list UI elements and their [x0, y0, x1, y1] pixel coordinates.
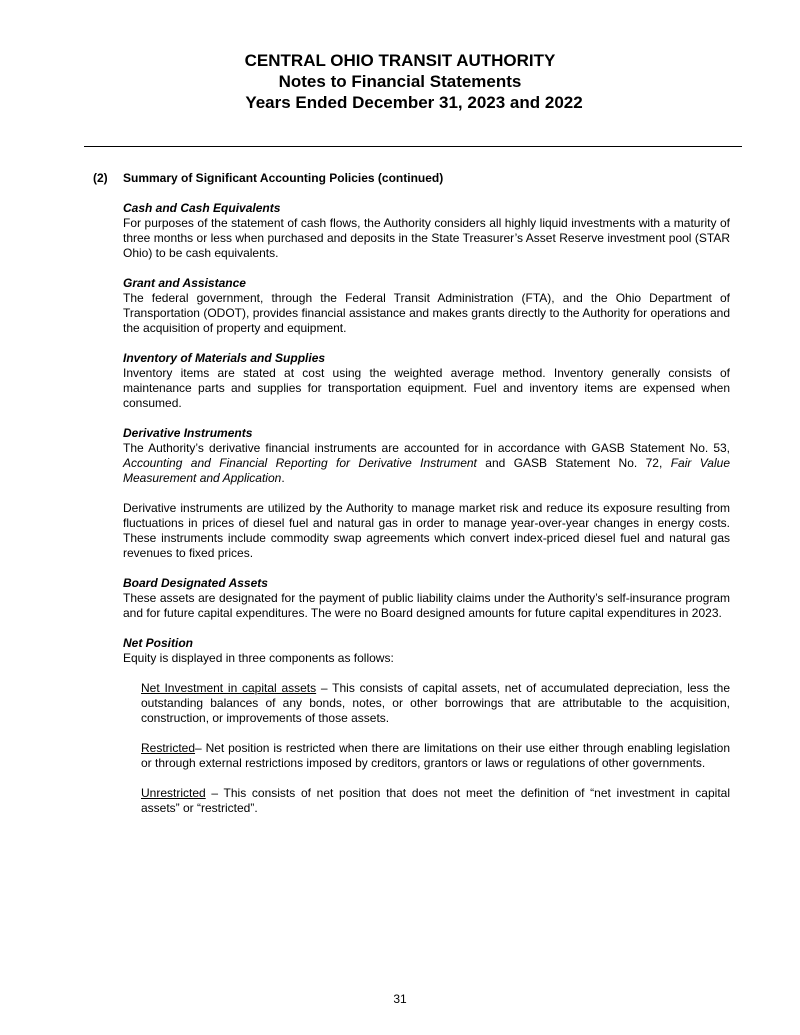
section-title: Summary of Significant Accounting Policies (continued) — [123, 171, 444, 185]
derivative-paragraph-1 — [123, 441, 730, 486]
board-text: These assets are designated for the payment of public liability claims under the Authority’s self-insurance program and for future capital expenditures. The were no Board designed amounts for future capital expenditures in 2023. — [123, 591, 730, 620]
derivative-heading: Derivative Instruments — [123, 426, 253, 440]
gasb-72-title: Fair Value Measurement and Application — [123, 456, 730, 485]
inventory-section — [123, 351, 730, 411]
net-investment-text: – This consists of capital assets, net of accumulated depreciation, less the outstanding balances of any bonds, notes, or other borrowings that are attributable to the acquisition, construction, or improvements of those assets. — [141, 681, 731, 725]
grant-heading: Grant and Assistance — [123, 276, 246, 290]
restricted-term: Restricted — [141, 741, 196, 755]
section-heading — [0, 171, 800, 186]
grant-text: The federal government, through the Federal Transit Administration (FTA), and the Ohio Department of Transportation (ODOT), provides financial assistance and makes grants directly to the Authority for operations and the acquisition of property and equipment. — [123, 291, 730, 335]
section-number: (2) — [93, 171, 108, 185]
notes-content — [0, 171, 800, 816]
board-heading: Board Designated Assets — [123, 576, 268, 590]
net-position-heading: Net Position — [123, 636, 194, 650]
derivative-text-2: and GASB Statement No. 72, — [476, 456, 671, 470]
cash-text: For purposes of the statement of cash flows, the Authority considers all highly liquid investments with a maturity of three months or less when purchased and deposits in the State Treasurer’s Asset Reserve investment pool (STAR Ohio) to be cash equivalents. — [123, 216, 730, 260]
restricted-item — [141, 741, 730, 771]
net-investment-term: Net Investment in capital assets — [141, 681, 317, 695]
document-title: Notes to Financial Statements — [278, 72, 522, 91]
derivative-section — [123, 426, 730, 561]
gasb-53-title: Accounting and Financial Reporting for Derivative Instrument — [123, 456, 477, 470]
unrestricted-term: Unrestricted — [141, 786, 206, 800]
unrestricted-text: – This consists of net position that does not meet the definition of “net investment in capital assets” or “restricted”. — [141, 786, 730, 815]
grant-section — [123, 276, 730, 336]
page-header — [0, 50, 800, 113]
net-position-section — [123, 636, 730, 666]
restricted-text: – Net position is restricted when there are limitations on their use either through enabling legislation or through external restrictions imposed by creditors, grantors or laws or regulations of other governments. — [141, 741, 730, 770]
derivative-paragraph-2: Derivative instruments are utilized by the Authority to manage market risk and reduce its exposure resulting from fluctuations in prices of diesel fuel and natural gas in order to manage year-over-year changes in energy costs. These instruments include commodity swap agreements which convert index-priced diesel fuel and natural gas revenues to fixed prices. — [123, 501, 730, 560]
derivative-text-3: . — [281, 471, 285, 485]
inventory-text: Inventory items are stated at cost using the weighted average method. Inventory generally consists of maintenance parts and supplies for transportation equipment. Fuel and inventory items are expensed when consumed. — [123, 366, 730, 410]
period-title: Years Ended December 31, 2023 and 2022 — [245, 93, 583, 112]
cash-heading: Cash and Cash Equivalents — [123, 201, 281, 215]
header-divider — [84, 146, 742, 147]
derivative-text-1: The Authority’s derivative financial instruments are accounted for in accordance with GASB Statement No. 53, — [123, 441, 730, 455]
cash-section — [123, 201, 730, 261]
unrestricted-item — [141, 786, 730, 816]
organization-title: CENTRAL OHIO TRANSIT AUTHORITY — [244, 51, 556, 70]
net-investment-item — [141, 681, 730, 726]
board-section — [123, 576, 730, 621]
net-position-intro: Equity is displayed in three components as follows: — [123, 651, 394, 665]
inventory-heading: Inventory of Materials and Supplies — [123, 351, 326, 365]
page-number: 31 — [393, 992, 407, 1006]
